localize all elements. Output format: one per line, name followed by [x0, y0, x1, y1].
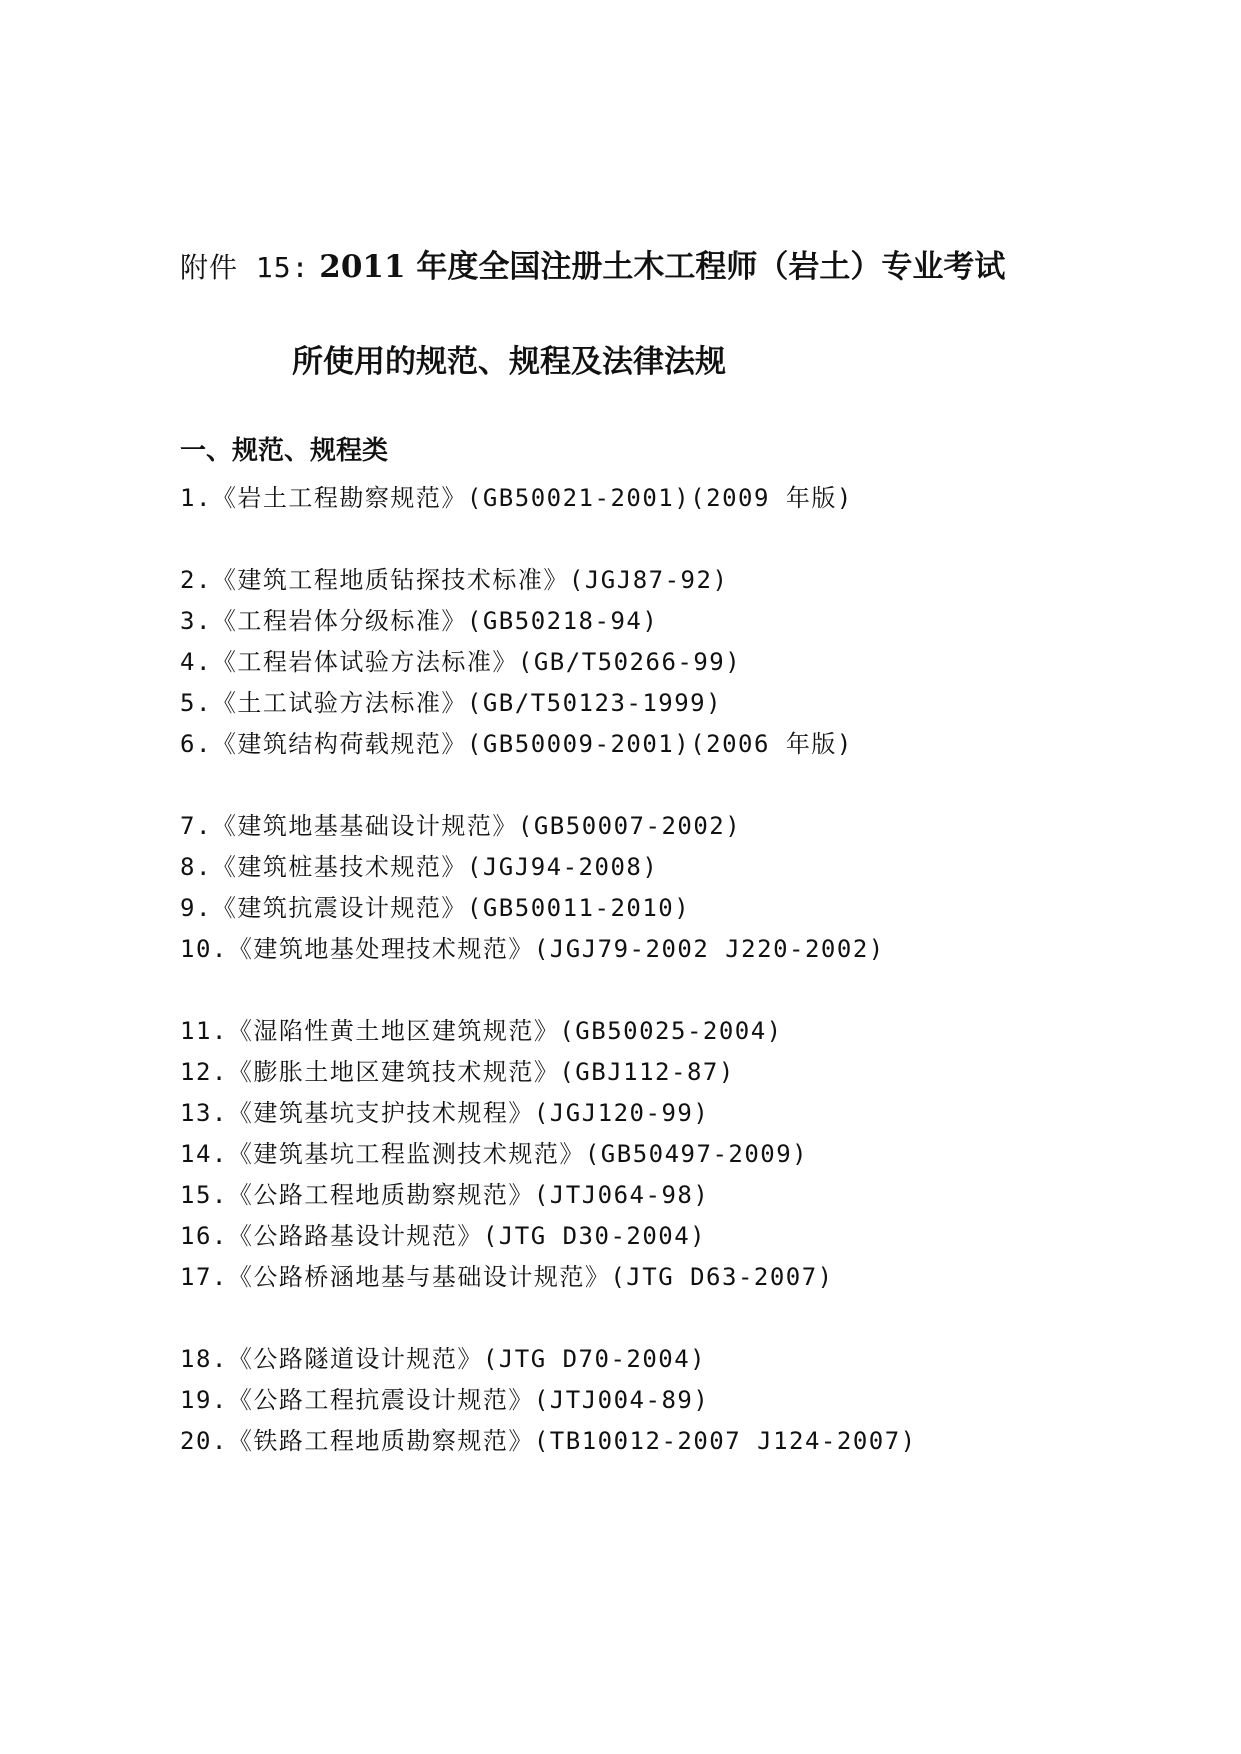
list-item: 14.《建筑基坑工程监测技术规范》(GB50497-2009): [180, 1140, 809, 1168]
document-title-line-1: [180, 247, 1005, 288]
list-item: 4.《工程岩体试验方法标准》(GB/T50266-99): [180, 648, 742, 676]
list-item: 3.《工程岩体分级标准》(GB50218-94): [180, 607, 659, 635]
list-item: 15.《公路工程地质勘察规范》(JTJ064-98): [180, 1181, 710, 1209]
list-item: 6.《建筑结构荷载规范》(GB50009-2001)(2006 年版): [180, 730, 853, 758]
list-item: 7.《建筑地基基础设计规范》(GB50007-2002): [180, 812, 742, 840]
list-item: 8.《建筑桩基技术规范》(JGJ94-2008): [180, 853, 659, 881]
list-item: 16.《公路路基设计规范》(JTG D30-2004): [180, 1222, 707, 1250]
list-item: 10.《建筑地基处理技术规范》(JGJ79-2002 J220-2002): [180, 935, 885, 963]
list-item: 1.《岩土工程勘察规范》(GB50021-2001)(2009 年版): [180, 484, 853, 512]
list-item: 5.《土工试验方法标准》(GB/T50123-1999): [180, 689, 723, 717]
list-item: 9.《建筑抗震设计规范》(GB50011-2010): [180, 894, 691, 922]
list-item: 17.《公路桥涵地基与基础设计规范》(JTG D63-2007): [180, 1263, 834, 1291]
list-item: 2.《建筑工程地质钻探技术标准》(JGJ87-92): [180, 566, 729, 594]
list-item: 12.《膨胀土地区建筑技术规范》(GBJ112-87): [180, 1058, 735, 1086]
list-item: 13.《建筑基坑支护技术规程》(JGJ120-99): [180, 1099, 710, 1127]
list-item: 11.《湿陷性黄土地区建筑规范》(GB50025-2004): [180, 1017, 783, 1045]
document-title-line-2: 所使用的规范、规程及法律法规: [292, 344, 726, 380]
list-item: 18.《公路隧道设计规范》(JTG D70-2004): [180, 1345, 707, 1373]
document-title: 2011 年度全国注册土木工程师（岩土）专业考试: [319, 249, 1006, 285]
attachment-label: 附件 15:: [180, 251, 310, 284]
section-heading-standards: 一、规范、规程类: [180, 436, 389, 466]
list-item: 19.《公路工程抗震设计规范》(JTJ004-89): [180, 1386, 710, 1414]
standards-list: [180, 478, 1200, 1462]
list-item: 20.《铁路工程地质勘察规范》(TB10012-2007 J124-2007): [180, 1427, 917, 1455]
